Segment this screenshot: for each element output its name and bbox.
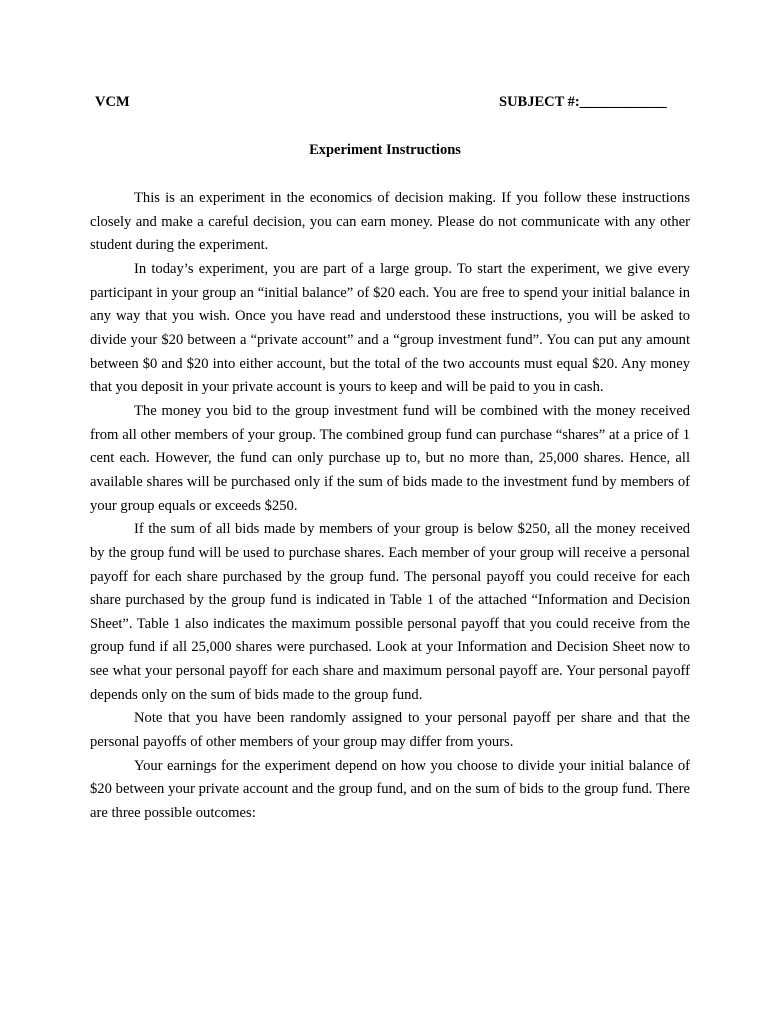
page-title: Experiment Instructions xyxy=(309,142,461,158)
paragraph-random-assignment: Note that you have been randomly assigned to your personal payoff per share and that the personal payoffs of other members of your group may differ from yours. xyxy=(90,710,690,751)
paragraph-personal-payoff: If the sum of all bids made by members of your group is below $250, all the money received by the group fund will be used to purchase shares. Each member of your group will receive a personal payoff for each share purchased by the group fund. The personal payoff you could receive for each share purchased by the group fund is indicated in Table 1 of the attached “Information and Decision Sheet”. Table 1 also indicates the maximum possible personal payoff that you could receive from the group fund if all 25,000 shares were purchased. Look at your Information and Decision Sheet now to see what your personal payoff for each share and maximum personal payoff are. Your personal payoff depends only on the sum of bids made to the group fund. xyxy=(90,521,690,703)
header-vcm-label: VCM xyxy=(95,94,130,110)
paragraph-earnings: Your earnings for the experiment depend on how you choose to divide your initial balance of $20 between your private account and the group fund, and on the sum of bids to the group fund. There are three possible outcomes: xyxy=(90,757,690,822)
paragraph-initial-balance: In today’s experiment, you are part of a large group. To start the experiment, we give every participant in your group an “initial balance” of $20 each. You are free to spend your initial balance in any way that you wish. Once you have read and understood these instructions, you will be asked to divide your $20 between a “private account” and a “group investment fund”. You can put any amount between $0 and $20 into either account, but the total of the two accounts must equal $20. Any money that you deposit in your private account is yours to keep and will be paid to you in cash. xyxy=(90,260,690,396)
paragraph-group-fund: The money you bid to the group investment fund will be combined with the money received from all other members of your group. The combined group fund can purchase “shares” at a price of 1 cent each. However, the fund can only purchase up to, but no more than, 25,000 shares. Hence, all available shares will be purchased only if the sum of bids made to the investment fund by members of your group equals or exceeds $250. xyxy=(90,402,690,514)
instructions-body xyxy=(90,187,690,826)
subject-number-field: SUBJECT #:____________ xyxy=(499,94,667,110)
paragraph-intro: This is an experiment in the economics of decision making. If you follow these instructions closely and make a careful decision, you can earn money. Please do not communicate with any other student during the experiment. xyxy=(90,190,690,254)
